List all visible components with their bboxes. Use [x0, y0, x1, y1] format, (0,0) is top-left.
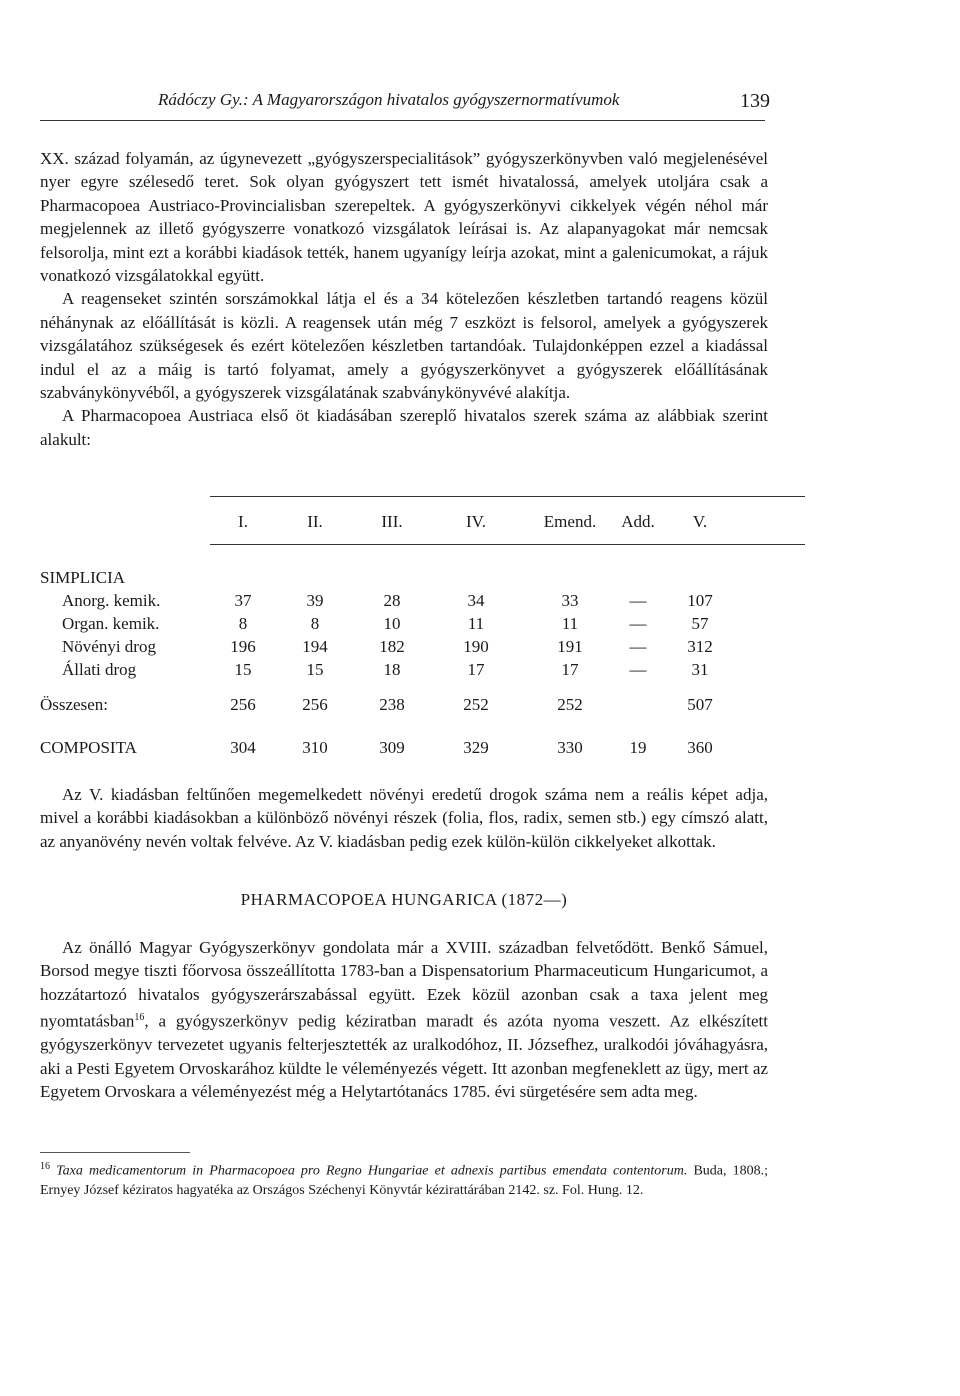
- table-cell: 196: [230, 637, 256, 656]
- table-cell: 191: [557, 637, 583, 656]
- composita-label: COMPOSITA: [40, 738, 137, 757]
- composita-cell: 19: [629, 738, 647, 757]
- total-cell: 252: [557, 695, 583, 714]
- pharmacopoea-paragraph: [40, 936, 768, 1104]
- intro-paragraph: XX. század folyamán, az úgynevezett „gyógyszerspecialitások” gyógyszerkönyvben való megjelenésével nyer egyre szélesedő teret. Sok olyan gyógyszert tett ismét hivatalossá, amelyek utoljára csak a Pharmacopoea Austriaco-Provincialisban szerepeltek. A gyógyszerkönyvi cikkelyek végén néhol már megjelennek az illető gyógyszerre vonatkozó vizsgálatok leírásai is. Az alapanyagokat már nemcsak felsorolja, mint ezt a korábbi kiadások tették, hanem ugyanígy leírja azokat, mint a galenicumokat, a rájuk vonatkozó vizsgálatokkal együtt.: [40, 149, 768, 286]
- total-label: Összesen:: [40, 695, 108, 714]
- footnote-title: Taxa medicamentorum in Pharmacopoea pro Regno Hungariae et adnexis partibus emendata contentorum.: [56, 1163, 688, 1179]
- header-rule: [40, 120, 765, 121]
- footnote-rule: [40, 1152, 190, 1153]
- table-row-label: Anorg. kemik.: [62, 591, 161, 610]
- footnote: [40, 1157, 768, 1200]
- table-header-rule: [210, 544, 805, 545]
- total-cell: 238: [379, 695, 405, 714]
- column-header-6: Add.: [621, 512, 655, 531]
- reagents-paragraph: A reagenseket szintén sorszámokkal látja el és a 34 kötelezően készletben tartandó reagens közül néhánynak az előállítását is közli. A reagensek után még 7 eszközt is felsorol, amelyek a gyógyszerek vizsgálatához szükségesek és ezért kötelezően készletben tartandóak. Tulajdonképpen ezzel a kiadással indul el az a máig is tartó folyamat, amely a gyógyszerkönyvet a gyógyszerek előállításának szabványkönyvéből, a gyógyszerek vizsgálatának szabványkönyvévé alakítja.: [40, 289, 768, 403]
- total-cell: 256: [302, 695, 328, 714]
- paragraph-text-before: Az önálló Magyar Gyógyszerkönyv gondolata már a XVIII. században felvetődött. Benkő Sámuel, Borsod megye tiszti főorvosa összeállította 1783-ban a Dispensatorium Pharmaceuticum Hungaricumot, a hozzátartozó hivatalos gyógyszerárszabással együtt. Ezek közül azonban csak a taxa jelent meg nyomtatásban: [40, 938, 768, 1031]
- table-cell: 8: [238, 614, 248, 633]
- table-cell: 31: [691, 660, 709, 679]
- table-cell: —: [629, 614, 647, 633]
- total-cell: 252: [463, 695, 489, 714]
- table-cell: 182: [379, 637, 405, 656]
- table-cell: 8: [310, 614, 320, 633]
- running-header-title: Rádóczy Gy.: A Magyarországon hivatalos gyógyszernormatívumok: [158, 90, 620, 109]
- table-cell: 37: [234, 591, 252, 610]
- footnote-text: Buda, 1808.; Ernyey József kéziratos hagyatéka az Országos Széchenyi Könyvtár kézirattárában 2142. sz. Fol. Hung. 12.: [40, 1163, 768, 1198]
- table-cell: —: [629, 660, 647, 679]
- table-cell: 312: [687, 637, 713, 656]
- table-row-label: Organ. kemik.: [62, 614, 160, 633]
- body-paragraph-pharmacopoea: [40, 936, 768, 1104]
- table-intro-paragraph: A Pharmacopoea Austriaca első öt kiadásában szereplő hivatalos szerek száma az alábbiak szerint alakult:: [40, 406, 768, 449]
- composita-cell: 330: [557, 738, 583, 757]
- footnote-reference: 16: [134, 1012, 145, 1024]
- running-header: [40, 90, 770, 120]
- composita-cell: 304: [230, 738, 256, 757]
- table-cell: —: [629, 637, 647, 656]
- table-cell: 17: [467, 660, 485, 679]
- page-number: 139: [740, 90, 770, 112]
- table-cell: 34: [467, 591, 485, 610]
- column-header-2: II.: [307, 512, 323, 531]
- table-cell: 33: [561, 591, 579, 610]
- column-header-5: Emend.: [543, 512, 597, 531]
- composita-cell: 309: [379, 738, 405, 757]
- composita-cell: 329: [463, 738, 489, 757]
- table-cell: 190: [463, 637, 489, 656]
- total-cell: 507: [687, 695, 713, 714]
- after-table-paragraph: Az V. kiadásban feltűnően megemelkedett növényi eredetű drogok száma nem a reális képet adja, mivel a korábbi kiadásokban a különböző növényi részek (folia, flos, radix, semen stb.) egy címszó alatt, az anyanövény nevén voltak felvéve. Az V. kiadásban pedig ezek külön-külön cikkelyeket alkottak.: [40, 785, 768, 851]
- table-cell: 10: [383, 614, 401, 633]
- table-row-label: Növényi drog: [62, 637, 156, 656]
- table-cell: 39: [306, 591, 324, 610]
- table-cell: 57: [691, 614, 709, 633]
- column-header-1: I.: [238, 512, 248, 531]
- body-paragraphs-top: [40, 147, 768, 451]
- table-cell: 11: [467, 614, 485, 633]
- table-cell: 194: [302, 637, 328, 656]
- table-cell: 15: [234, 660, 252, 679]
- footnote-mark: 16: [40, 1161, 50, 1172]
- table-top-rule: [210, 496, 805, 497]
- column-header-4: IV.: [466, 512, 486, 531]
- table-cell: 11: [561, 614, 579, 633]
- table-row-label: Állati drog: [62, 660, 137, 679]
- total-cell: 256: [230, 695, 256, 714]
- table-cell: 18: [383, 660, 401, 679]
- composita-cell: 310: [302, 738, 328, 757]
- section-heading: PHARMACOPOEA HUNGARICA (1872—): [240, 890, 568, 909]
- column-header-7: V.: [692, 512, 708, 531]
- paragraph-text-after: , a gyógyszerkönyv pedig kéziratban maradt és azóta nyoma veszett. Az elkészített gyógyszerkönyv tervezetet ugyanis felterjesztették az uralkodóhoz, II. Józsefhez, uralkodói jóváhagyásra, aki a Pesti Egyetem Orvoskarához küldte le véleményezés végett. Itt azonban megfeneklett az ügy, mert az Egyetem Orvoskara a véleményezést még a Helytartótanács 1785. évi sürgetésére sem adta meg.: [40, 1011, 768, 1102]
- table-cell: 17: [561, 660, 579, 679]
- composita-cell: 360: [687, 738, 713, 757]
- body-paragraph-after-table: [40, 783, 768, 853]
- table-cell: 107: [687, 591, 713, 610]
- simplicia-label: SIMPLICIA: [40, 568, 126, 587]
- table-cell: —: [629, 591, 647, 610]
- table-cell: 15: [306, 660, 324, 679]
- table-cell: 28: [383, 591, 401, 610]
- column-header-3: III.: [381, 512, 403, 531]
